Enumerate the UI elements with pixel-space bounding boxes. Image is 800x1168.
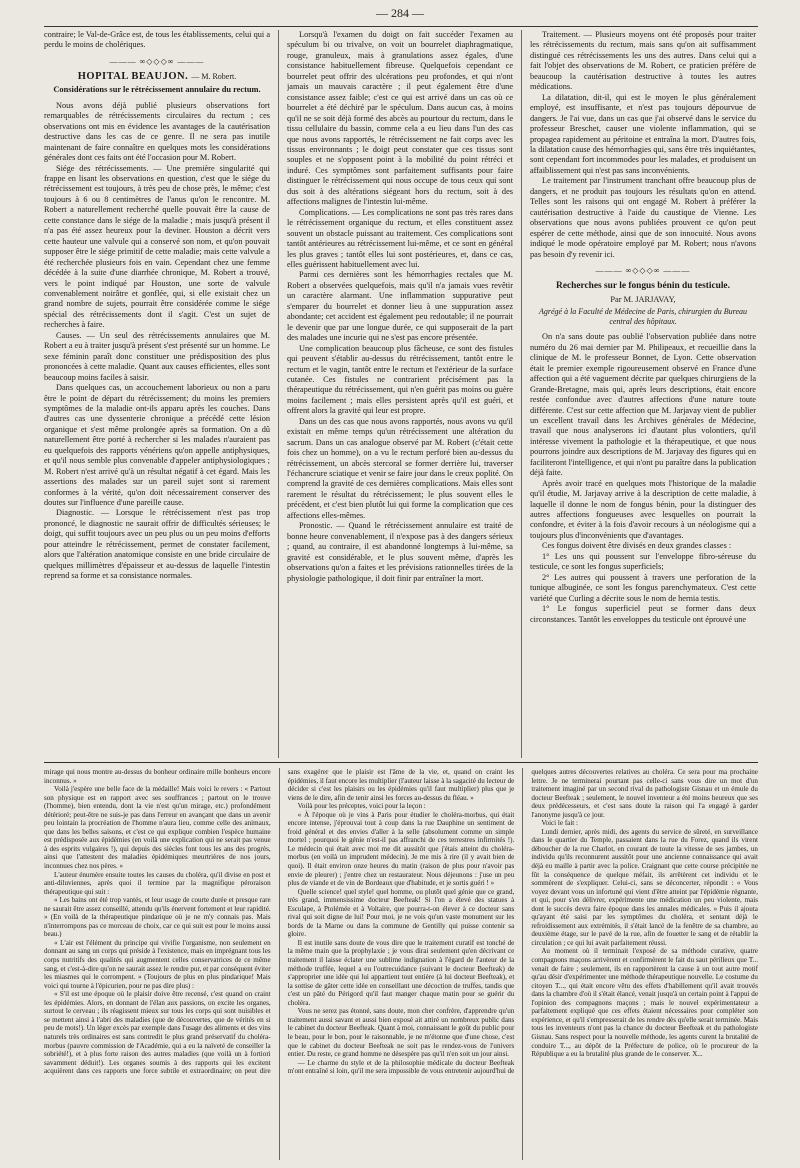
article-paragraph: La dilatation, dit-il, qui est le moyen le plus généralement employé, est insuffisante, et n'est pas toujours dépourvue de dangers. Je l'ai vue, dans un cas que j'ai observé dans le service du professeur Breschet, causer une violente inflammation, qui se propagea rapidement au péritoine et entraîna la mort. D'autres fois, la dilatation cause des hémorrhagies qui, sans être très inquiétantes, sont cependant fort incommodes pour les malades, et produisent un affaiblissement qui n'est pas sans inconvénients. bbox=[530, 92, 756, 175]
article-paragraph: Traitement. — Plusieurs moyens ont été proposés pour traiter les rétrécissements du rectum, mais sans qu'on ait suffisamment distingué ces rétrécissements les uns des autres. Dans celui qui a fait l'objet des observations de M. Robert, ce praticien préfère de beaucoup la cautérisation destructive à toutes les autres médications. bbox=[530, 30, 756, 92]
article-paragraph: Nous avons déjà publié plusieurs observations fort remarquables de rétrécissements circulaires du rectum ; ces observations ont mis en évidence les avantages de la cautérisation destructive dans les cas de ce genre. Il ne sera pas inutile maintenant de faire connaître en quelques mots les considérations générales dont ces faits ont été l'occasion pour M. Robert. bbox=[44, 100, 270, 163]
feuilleton-paragraph: Vous ne serez pas étonné, sans doute, mon cher confrère, d'apprendre qu'un traitement aussi savant et aussi bien exposé ait attiré un nombreux public dans le cabinet du docteur Beefteak. Quant à moi, connaissant le goût du public pour le beau, pour le bon, pour le raisonnable, je ne m'étonne que d'une chose, c'est que le cabinet du docteur Beefteak ne soit pas le rendez-vous de l'univers entier. Du reste, ce grand homme ne désespère pas qu'il n'en soit un jour ainsi. bbox=[287, 1007, 515, 1059]
article-paragraph: Une complication beaucoup plus fâcheuse, ce sont des fistules qui peuvent s'établir au-dessus du rétrécissement, tantôt entre le rectum et le vagin, tantôt entre le rectum et l'extérieur de la surface cutanée. Ces fistules ne contrarient précisément pas la thérapeutique du rétrécissement, qui n'en guérit pas moins ou guère moins facilement ; mais elles persistent après qu'il est guéri, et offrent alors la gravité qui leur est propre. bbox=[287, 343, 513, 416]
feuilleton-paragraph: Il est inutile sans doute de vous dire que le traitement curatif est tonché de la même main que la prophylaxie ; je vous dirai seulement qu'en décrivant ce traitement il laisse éclater une sublime indignation à l'égard de l'auteur de la méthode truffée, lequel a eu l'outrecuidance (suivant le docteur Beefteak) de s'approprier une idée qui lui appartient tout entière (à lui docteur Beefteak), et la sottise de gâter cette idée en conseillant une décoction de truffes, tandis que c'est un pâté du Périgord qu'il faut manger chaque matin pour se guérir du choléra. bbox=[287, 938, 515, 1007]
article-paragraph: Parmi ces dernières sont les hémorrhagies rectales que M. Robert a observées quelquefois, mais qu'il n'a jamais vues revêtir un caractère alarmant. Une inflammation suppurative peut s'emparer du bourrelet et donner lieu à une suppuration assez abondante; cet accident est également peu redoutable; il ne pourrait le devenir que par une longue durée, ce qui supposerait de la part des malades une incurie qui ne s'est pas encore présentée. bbox=[287, 270, 513, 343]
article-paragraph: Dans un des cas que nous avons rapportés, nous avons vu qu'il existait en même temps qu'un rétrécissement une altération du sacrum. Dans un cas analogue observé par M. Robert (c'était cette fois chez un homme), on a vu le rectum perforé bien au-dessus du rétrécissement, un abcès stercoral se former derrière lui, traverser l'échancrure sciatique et venir se faire jour dans le creux poplité. On comprend la gravité de ces dernières complications. Mais elles sont rarement le résultat du rétrécissement; le plus souvent elles le précèdent, et c'est bien plutôt lui qui forme la complication que ces affections elles-mêmes. bbox=[287, 416, 513, 520]
feuilleton-paragraph: L'auteur énumère ensuite toutes les causes du choléra, qu'il divise en post et anti-diluviennes, après quoi il termine par la magnifique péroraison thérapeutique qui suit : bbox=[44, 870, 271, 896]
article-paragraph: On n'a sans doute pas oublié l'observation publiée dans notre numéro du 26 mai dernier par M. Philipeaux, et recueillie dans la clinique de M. le professeur Bonnet, de Lyon. Cette observation était le premier exemple rigoureusement observé en France d'une affection qui a été vaguement décrite par quelques chirurgiens de la Grande-Bretagne, mais qui, après leurs descriptions, était encore restée confondue avec d'autres affections d'une nature toute différente. C'est sur cette affection que M. Jarjavay vient de publier un excellent travail dans les Archives générales de Médecine, travail que nous analyserons ici d'autant plus volontiers, qu'il intéresse vivement la pathologie et la thérapeutique, et que nous pourrons joindre aux descriptions de M. Jarjavay des figures qui en faciliteront l'intelligence, et qui n'ont pu paraître dans la publication déjà faite. bbox=[530, 332, 756, 478]
feuilleton-paragraph: mirage qui nous montre au-dessus du bonheur ordinaire mille bonheurs encore inconnus. » bbox=[44, 768, 271, 785]
hospital-title: HOPITAL BEAUJON. bbox=[77, 71, 189, 83]
feuilleton-rule bbox=[44, 762, 758, 763]
feuilleton-paragraph: — Le charme du style et de la philosophie médicale du docteur Beefteak m'ont entraîné si loin, qu'il me sera impossible de vous entretenir aujourd'hui de quelques autres découvertes relatives au choléra. Ce sera pour ma prochaine lettre. Je ne terminerai pourtant pas celle-ci sans vous dire un mot d'un traitement imaginé par un second rival du pathologiste Gisnau et un émule du docteur Beefteak ; seulement, le nouvel inventeur a été moins heureux que ses deux prédécesseurs, et c'est sans doute la raison qui l'a engagé à garder l'anonyme jusqu'à ce jour. bbox=[287, 768, 758, 1076]
article-paragraph: Dans quelques cas, un accouchement laborieux ou non a paru être le point de départ du rétrécissement; du moins les premiers symptômes de la maladie ont-ils apparu après les couches. Dans d'autres cas une dyssenterie chronique a précédé cette lésion organique et s'est même prolongée après sa formation. On a dû naturellement être porté à rechercher si les malades n'auraient pas eu quelquefois des rapports vénériens qu'on appelle antiphysiques, et qu'il nous semble plus convenable d'appeler antiphysiologiques ; M. Robert n'est arrivé qu'à un résultat négatif à cet égard. Mais les assertions des malades sur un pareil sujet sont si rarement conformes à la vérité, qu'on doit nécessairement conserver des doutes sur l'influence d'une pareille cause. bbox=[44, 383, 270, 508]
feuilleton-paragraph: « L'air est l'élément du principe qui vivifie l'organisme, non seulement en donnant au sang un corps qui préside à l'existence, mais en imprégnant tous les corps nutritifs des qualités qui augmentent celles conservatrices de ce même sang, et c'est-à-dire qu'on ne saurait assez le rendre pur, et par conséquent éviter les miasmes qui le corrompent. » (Toujours de plus en plus pindarique! Mais voici qui tourne à l'épicurien, pour ne pas dire plus) : bbox=[44, 938, 271, 990]
article-subheading: Considérations sur le rétrécissement annulaire du rectum. bbox=[53, 84, 261, 94]
article-paragraph: Ces fongus doivent être divisés en deux grandes classes : bbox=[542, 541, 732, 551]
column-divider bbox=[278, 30, 279, 758]
column-right bbox=[530, 30, 756, 758]
article-paragraph: Le traitement par l'instrument tranchant offre beaucoup plus de dangers, et ne produit pas toujours les résultats qu'on en attend. Telles sont les raisons qui ont engagé M. Robert à préférer la cautérisation destructive à l'aide du caustique de Vienne. Les observations que nous avons publiées prouvent ce qu'on peut espérer de cette méthode, ainsi que de son innocuité. Nous avons indiqué le mode opératoire employé par M. Robert; nous n'avons pas besoin d'y revenir ici. bbox=[530, 176, 756, 259]
article-paragraph: 1° Les uns qui poussent sur l'enveloppe fibro-séreuse du testicule, ce sont les fongus superficiels; bbox=[530, 551, 756, 572]
author-affiliation: Agrégé à la Faculté de Médecine de Paris, chirurgien du Bureau central des hôpitaux. bbox=[538, 307, 747, 326]
article-paragraph: Pronostic. — Quand le rétrécissement annulaire est traité de bonne heure convenablement, il n'expose pas à des dangers sérieux ; quand, au contraire, il est abandonné longtemps à lui-même, sa gravité est considérable, et le plus souvent même, d'après les observations qu'on a faites et les prévisions rationnelles tirées de la physiologie pathologique, il doit finir par entraîner la mort. bbox=[287, 521, 513, 583]
article-heading: Recherches sur le fongus bénin du testicule. bbox=[556, 281, 730, 292]
intro-paragraph: contraire; le Val-de-Grâce est, de tous les établissements, celui qui a perdu le moins de cholériques. bbox=[44, 30, 270, 50]
page-number: — 284 — bbox=[376, 6, 424, 20]
article-paragraph: Diagnostic. — Lorsque le rétrécissement n'est pas trop prononcé, le diagnostic ne saurait offrir de difficultés sérieuses; le doigt, qui suffit toujours avec un peu plus ou un peu moins d'efforts pour atteindre le rétrécissement, permet de constater facilement, alors que l'altération anatomique consiste en une bride circulaire de quelques millimètres d'épaisseur et au-dessus de laquelle l'intestin reprend sa forme et sa consistance normales. bbox=[44, 508, 270, 581]
feuilleton-paragraph: « Les bains ont été trop vantés, et leur usage de courte durée et presque rare ne saurait être assez conseillé, attendu qu'ils énervent fortement et leur rapidité. » (En voilà de la thérapeutique pindarique où je ne m'y connais pas. Mais n'interrompons pas ce morceau de choix, car ce qui suit est pour le moins aussi beau.) bbox=[44, 896, 271, 939]
ornament-divider: ——— ∞◇◇◇∞ ——— bbox=[595, 265, 691, 275]
feuilleton-paragraph: Au moment où il terminait l'exposé de sa méthode curative, quatre compagnons maçons arrivèrent et confirmèrent le fait du saut périlleux que T... venait de faire ; seulement, ils en rapportèrent la cause à un tout autre motif qu'au désir d'expérimenter une méthode thérapeutique nouvelle. Le costume du citoyen T..., qui était encore vêtu des effets d'habillement qu'il avait trouvés dans la chambre d'où il s'était élancé, venait jusqu'à un certain point à l'appui de l'opinion des compagnons maçons ; mais le nouvel expérimentateur a parfaitement expliqué que ces effets étaient nécessaires pour compléter son expérience, et qu'il s'empresserait de les rendre dès qu'elle serait terminée. Mais tous les inventeurs n'ont pas la chance du docteur Beefteak et du pathologiste Gisnau. Sans respect pour la nouvelle méthode, les agents curent la brutalité de conduire T..., au dépôt de la Préfecture de police, où le procureur de la République a eu la brutalité plus grande de le conserver. X... bbox=[531, 947, 758, 1059]
article-paragraph: Causes. — Un seul des rétrécissements annulaires que M. Robert a eu à traiter jusqu'à présent s'est présenté sur un homme. Le sexe féminin paraît donc constituer une prédisposition des plus prononcées à cette maladie. Quant aux causes efficientes, elles sont beaucoup moins faciles à saisir. bbox=[44, 330, 270, 382]
feuilleton-paragraph: « À l'époque où je vins à Paris pour étudier le choléra-morbus, qui était encore intense, j'éprouvai tout à coup dans la rue Dauphine un sentiment de froid général et des envies d'aller à la selle (absolument comme un simple mortel ; pourquoi le génie n'est-il pas affranchi de ces terrestres infirmités !). Le médecin qui était avec moi me dit aussitôt que j'étais atteint du choléra-morbus (en voilà un imprudent médecin). Je me mis à rire (il y avait bien de quoi). Il était environ onze heures du matin (raison de plus pour n'avoir pas envie de pleurer) ; j'entre chez un restaurateur. Nous déjeunons : j'use un peu plus de viande et de vin de Bordeaux que d'habitude, et je sortis guéri ! » bbox=[287, 810, 515, 888]
feuilleton-paragraph: Quelle science! quel style! quel homme, ou plutôt quel génie que ce grand, très grand, immensissime docteur Beefteak! Si l'on a élevé des statues à Esculape, à Ptolémée et à Voltaire, que pourra-t-on élever à ce docteur sans rival qui soit digne de lui! Pour moi, je ne vois qu'un vaste monument sur les bords de la Marne ou dans la commune de Gentilly qui puisse contenir sa gloire. bbox=[287, 887, 515, 939]
feuilleton-paragraph: Voilà pour les préceptes, voici pour la leçon : bbox=[297, 802, 426, 811]
column-middle bbox=[287, 30, 513, 758]
column-divider bbox=[521, 30, 522, 758]
feuilleton-paragraph: Voici le fait : bbox=[541, 819, 579, 828]
column-left bbox=[44, 30, 270, 758]
article-paragraph: 2° Les autres qui poussent à travers une perforation de la tunique albuginée, ce sont les fongus parenchymateux. C'est cette variété que Curling a décrite sous le nom de hernia testis. bbox=[530, 572, 756, 603]
article-author: Par M. JARJAVAY, bbox=[610, 294, 676, 304]
feuilleton-paragraph: Lundi dernier, après midi, des agents du service de sûreté, en surveillance dans le quartier du Temple, passaient dans la rue du Forez, quand ils virent déboucher de la rue Charlot, en courant de toute la vitesse de ses jambes, un individu qu'ils reconnurent aussitôt pour une ancienne connaissance qui avait déjà eu maille à partir avec la police. Craignant que cette course précipitée ne fût la conséquence de quelque méfait, ils arrêtèrent cet individu et le sommèrent de s'expliquer. Celui-ci, sans se déconcerter, répondit : « Vous voyez devant vous un infortuné qui vient d'être atteint par l'épidémie régnante, et qui, pour s'en délivrer, expérimente une médication un peu violente, mais dont le succès devra faire époque dans les annales médicales. » Puis il ajouta qu'ayant été saisi par les symptômes du choléra, et sentant déjà le refroidissement aux extrémités, il s'était lancé de la fenêtre de sa chambre, au deuxième étage, sur le pavé de la rue, afin de fouetter le sang et de rétablir la circulation ; ce qui lui avait parfaitement réussi. bbox=[531, 827, 758, 947]
article-paragraph: Siége des rétrécissements. — Une première singularité qui frappe en lisant les observations en question, c'est que le siége du rétrécissement est toujours, à très peu de chose près, le même; c'est toujours à 6 ou 8 centimètres de l'anus qu'on le rencontre. M. Robert a naturellement recherché quelle pouvait être la cause de cette constance dans le siége de la maladie ; mais jusqu'à présent il n'a pas été assez heureux pour la deviner. Houston a décrit vers cette hauteur une valvule qui a conservé son nom, et qu'on pouvait supposer être le siége primitif de cette maladie; mais cette valvule a été recherchée plusieurs fois en vain. Cependant chez une femme décédée à la suite d'une diarrhée chronique, M. Robert a trouvé, vers le point indiqué par Houston, une sorte de valvule convenablement noirâtre et gonflée, qui, si elle existait chez un grand nombre de sujets, pourrait être considérée comme le siége spécial des rétrécissements dont il s'agit. C'est un sujet de recherches à faire. bbox=[44, 163, 270, 330]
top-rule bbox=[44, 26, 758, 27]
article-paragraph: Lorsqu'à l'examen du doigt on fait succéder l'examen au spéculum bi ou trivalve, on voit un bourrelet diaphragmatique, rouge, granuleux, mais à granulations assez égales, d'une consistance habituellement fibreuse. Quelquefois cependant ce bourrelet peut offrir des ulcérations peu profondes, et qui n'ont jamais un mauvais caractère ; il peut également être d'une consistance assez faible; c'est ce qui est arrivé dans un cas où ce bourrelet a été déchiré par le spéculum. Dans aucun cas, à moins qu'il ne se soit déjà formé des abcès au pourtour du rectum, dans le tissu cellulaire du bassin, comme cela a eu lieu dans l'un des cas que nous avons rapportés, le rétrécissement ne fait corps avec les tissus environnants ; le doigt peut constater que ces tissus sont souples et ne s'opposent point à la mobilité du point rétréci et induré. Ces symptômes sont parfaitement suffisants pour faire distinguer le rétrécissement qui nous occupe de tous ceux qui sont dus soit à des altérations siégeant hors du rectum, soit à des affections malignes de l'intestin lui-même. bbox=[287, 30, 513, 207]
ornament-divider: ——— ∞◇◇◇∞ ——— bbox=[109, 56, 205, 66]
article-paragraph: Complications. — Les complications ne sont pas très rares dans le rétrécissement organique du rectum, et elles constituent assez souvent un obstacle puissant au traitement. Ces complications sont tantôt antérieures au rétrécissement lui-même, et ce sont en général les plus graves ; tantôt elles lui sont postérieures, et, dans ce cas, elles guérissent habituellement avec lui. bbox=[287, 207, 513, 269]
article-paragraph: 1° Le fongus superficiel peut se former dans deux circonstances. Tantôt les enveloppes du testicule ont éprouvé une bbox=[530, 604, 756, 624]
feuilleton-paragraph: « S'il est une époque où le plaisir doive être recensé, c'est quand on craint les épidémies. Alors, en donnant de l'élan aux passions, on excite les organes, surtout le cerveau ; ils réagissent mieux sur tous les corps qui sont nuisibles et se mettent ainsi à l'abri des maladies (que de découvertes, que de vérités en si peu de mots!). Un léger excès par exemple dans l'usage des aliments et des vins naturels très ordinaires est sans contredit le plus grand préservatif du choléra-morbus (pauvre commission de l'Académie, qui a eu la naïveté de conseiller la sobriété!), et à plus forte raison des autres maladies (que voilà un à fortiori savamment déduit!). Les organes soumis à des rapports qui les excitent acquièrent dans ces rapports une force subtile et extraordinaire; on peut dire sans exagérer que le plaisir est l'âme de la vie, et, quand on craint les épidémies, il faut encore les multiplier (l'auteur laisse à la sagacité du lecteur de décider si c'est les plaisirs ou les épidémies qu'il faut multiplier) plus que je viens de le dire, afin de tenir ainsi les forces au-dessus du fléau. » bbox=[44, 768, 515, 1076]
feuilleton-paragraph: Voilà j'espère une belle face de la médaille! Mais voici le revers : « Partout son physique est en rapport avec ses souffrances ; partout on le trouve (l'homme), bien entendu, dont la vie n'est qu'un mirage, etc.) profondément détérioré; peut-être ne suis-je pas dans l'erreur en avançant que dans un avenir peu lointain la procréation de l'homme n'aura lieu, comme celle des animaux, que dans les belles saisons, et c'est ce qui explique combien l'espèce humaine est prédisposée aux épidémies (en voilà une explication qui ne serait pas venue à des esprits vulgaires !), qui depuis des siècles font tous les ans des progrès, ainsi que l'attestent des maladies épidémiques meurtrières de nos jours, inconnues chez nos pères. » bbox=[44, 785, 271, 871]
article-heading bbox=[44, 72, 270, 82]
heading-author: — M. Robert. bbox=[191, 72, 237, 82]
article-paragraph: Après avoir tracé en quelques mots l'historique de la maladie qu'il étudie, M. Jarjavay arrive à la description de cette maladie, à laquelle il donne le nom de fongus bénin, pour la distinguer des autres affections fongueuses avec lesquelles on pourrait la confondre, et éviter à la fois d'avoir recours à un néologisme qui a toujours plus d'inconvénients que d'avantages. bbox=[530, 478, 756, 540]
feuilleton-section bbox=[44, 768, 758, 1160]
